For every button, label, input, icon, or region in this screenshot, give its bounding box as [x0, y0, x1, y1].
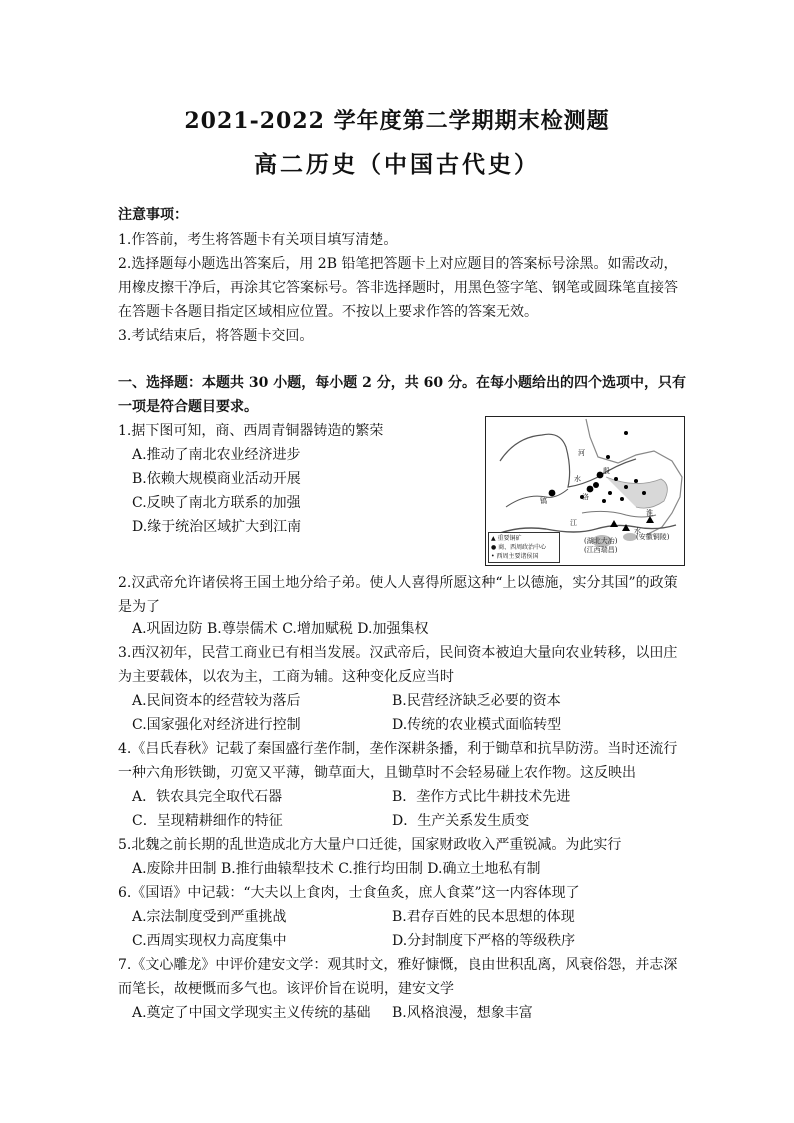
map-label-daye: (湖北大冶): [584, 537, 618, 545]
map-label-shui: 水: [574, 475, 581, 483]
map-legend: [488, 532, 560, 563]
q7-option-a: A.奠定了中国文学现实主义传统的基础: [132, 1005, 371, 1021]
q2-stem-cont: 是为了: [118, 599, 160, 615]
q7-option-b: B.风格浪漫，想象丰富: [392, 1005, 533, 1021]
notice-line: 用橡皮擦干净后，再涂其它答案标号。答非选择题时，用黑色签字笔、钢笔或圆珠笔直接答: [118, 280, 678, 296]
vassal-dot: [608, 491, 612, 495]
vassal-dot: [634, 479, 638, 483]
vassal-dot: [606, 455, 610, 459]
q2-options: A.巩固边防 B.尊崇儒术 C.增加赋税 D.加强集权: [132, 621, 429, 637]
vassal-dot: [624, 431, 628, 435]
vassal-dot: [624, 485, 628, 489]
notice-line: 3.考试结束后，将答题卡交回。: [118, 328, 314, 344]
notice-line: 1.作答前，考生将答题卡有关项目填写清楚。: [118, 232, 398, 248]
q4-stem: 4.《吕氏春秋》记载了秦国盛行垄作制，垄作深耕条播，利于锄草和抗旱防涝。当时还流行: [118, 741, 678, 757]
q5-stem: 5.北魏之前长期的乱世造成北方大量户口迁徙，国家财政收入严重锐减。为此实行: [118, 837, 622, 853]
center-hao: [549, 490, 556, 497]
map-label-yin: 殷: [603, 467, 610, 475]
notice-line: 2.选择题每小题选出答案后，用 2B 铅笔把答题卡上对应题目的答案标号涂黑。如需改动，: [118, 256, 678, 272]
q4-option-b: B．垄作方式比牛耕技术先进: [392, 789, 571, 805]
q3-option-b: B.民营经济缺乏必要的资本: [392, 693, 561, 709]
q4-option-c: C．呈现精耕细作的特征: [132, 813, 283, 829]
vassal-dot: [614, 477, 618, 481]
q1-option-d: D.缘于统治区域扩大到江南: [132, 519, 302, 535]
q7-stem: 7.《文心雕龙》中评价建安文学：观其时文，雅好慷慨，良由世积乱离，风衰俗怨，并志深: [118, 957, 678, 973]
map-label-jiang: 江: [570, 519, 577, 527]
map-label-hao: 镐: [540, 497, 547, 505]
notice-line: 在答题卡各题目指定区域相应位置。不按以上要求作答的答案无效。: [118, 304, 538, 320]
section-heading-cont: 一项是符合题目要求。: [118, 399, 258, 415]
q2-stem: 2.汉武帝允许诸侯将王国土地分给子弟。使人人喜得所愿这种“上以德施，实分其国”的政策: [118, 575, 678, 591]
q3-option-c: C.国家强化对经济进行控制: [132, 717, 301, 733]
q6-option-a: A.宗法制度受到严重挑战: [132, 909, 287, 925]
q3-option-d: D.传统的农业模式面临转型: [392, 717, 562, 733]
q5-options: A.废除井田制 B.推行曲辕犁技术 C.推行均田制 D.确立土地私有制: [132, 861, 541, 877]
q1-option-b: B.依赖大规模商业活动开展: [132, 471, 301, 487]
vassal-dot: [642, 491, 646, 495]
vassal-dot: [602, 499, 606, 503]
legend-item: ● 商、西周政治中心: [491, 544, 547, 551]
q1-option-a: A.推动了南北农业经济进步: [132, 447, 301, 463]
q4-stem-cont: 一种六角形铁锄，刃宽又平薄，锄草面大，且锄草时不会轻易碰上农作物。这反映出: [118, 765, 636, 781]
q4-option-a: A．铁农具完全取代石器: [132, 789, 283, 805]
huai-river: [582, 511, 656, 517]
map-label-he: 河: [578, 449, 585, 457]
vassal-dot: [620, 497, 624, 501]
q4-option-d: D．生产关系发生质变: [392, 813, 530, 829]
q3-stem: 3.西汉初年，民营工商业已有相当发展。汉武帝后，民间资本被迫大量向农业转移，以田庄: [118, 645, 678, 661]
q6-option-b: B.君存百姓的民本思想的体现: [392, 909, 575, 925]
wei-river: [506, 489, 568, 507]
copper-mine: [610, 520, 618, 527]
map-label-huai: 淮: [646, 509, 653, 517]
notice-heading: 注意事项：: [118, 207, 188, 223]
map-label-ruichang: (江西瑞昌): [584, 546, 618, 554]
legend-item: • 西周主要诸侯国: [491, 553, 539, 560]
q7-stem-cont: 而笔长，故梗慨而多气也。该评价旨在说明，建安文学: [118, 981, 454, 997]
q6-stem: 6.《国语》中记载：“大夫以上食肉，士食鱼炙，庶人食菜”这一内容体现了: [118, 885, 580, 901]
center-dot: [593, 482, 599, 488]
q6-option-d: D.分封制度下严格的等级秩序: [392, 933, 576, 949]
q1-stem: 1.据下图可知，商、西周青铜器铸造的繁荣: [118, 423, 384, 439]
exam-subtitle: 高二历史（中国古代史）: [254, 151, 540, 178]
q6-option-c: C.西周实现权力高度集中: [132, 933, 287, 949]
q3-option-a: A.民间资本的经营较为落后: [132, 693, 301, 709]
map-label-shui2: 水: [634, 527, 641, 535]
map-label-luo: 洛: [582, 493, 589, 501]
exam-title: 2021-2022 学年度第二学期期末检测题: [184, 108, 610, 134]
q1-option-c: C.反映了南北方联系的加强: [132, 495, 301, 511]
center-luo: [587, 486, 594, 493]
bronze-map-figure: [485, 416, 685, 566]
legend-item: ▲ 重要铜矿: [491, 535, 522, 542]
q3-stem-cont: 为主要载体，以农为主，工商为辅。这种变化反应当时: [118, 669, 454, 685]
map-label-tongling: (安徽铜陵): [636, 533, 670, 541]
section-heading: 一、选择题：本题共 30 小题，每小题 2 分，共 60 分。在每小题给出的四个选项中，只有: [118, 375, 686, 391]
